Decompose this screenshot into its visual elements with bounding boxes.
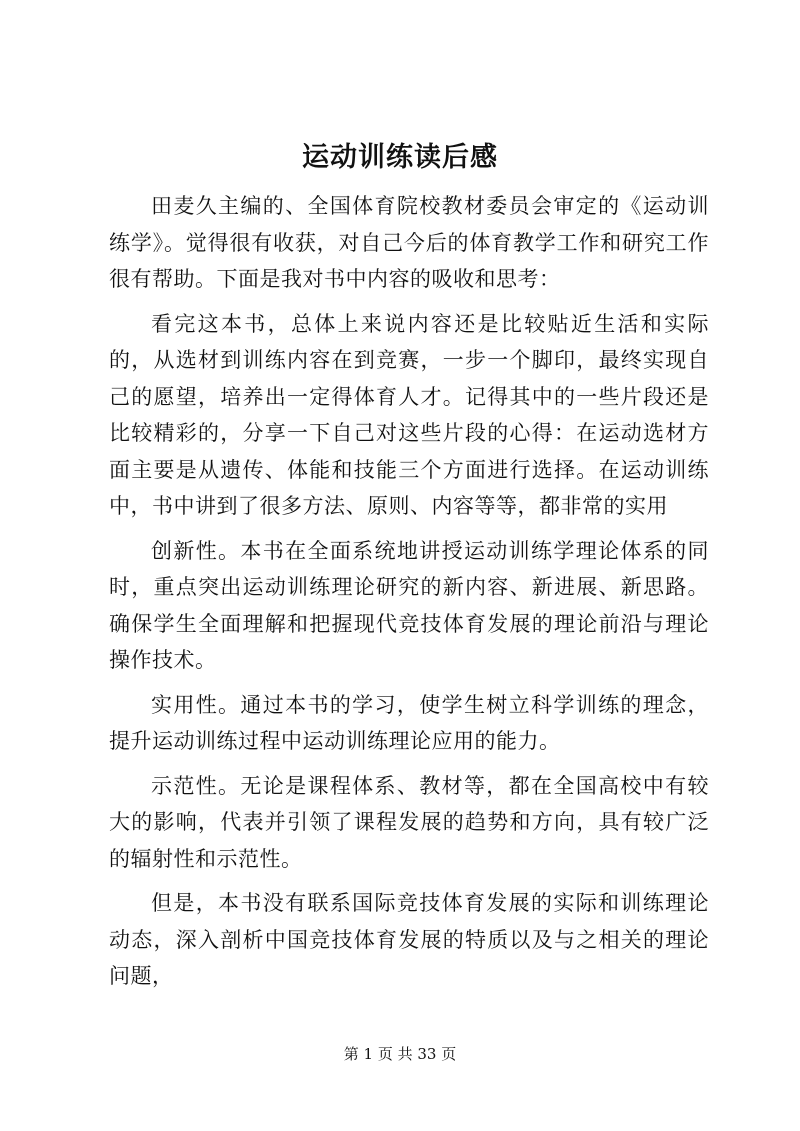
page-footer: 第 1 页 共 33 页	[343, 1045, 457, 1063]
document-title: 运动训练读后感	[302, 142, 498, 173]
paragraph-2: 看完这本书，总体上来说内容还是比较贴近生活和实际的，从选材到训练内容在到竞赛，一步一个脚印，最终实现自己的愿望，培养出一定得体育人才。记得其中的一些片段还是比较精彩的，分享一下自己对这些片段的心得：在运动选材方面主要是从遗传、体能和技能三个方面进行选择。在运动训练中，书中讲到了很多方法、原则、内容等等，都非常的实用	[109, 311, 709, 518]
paragraph-4: 实用性。通过本书的学习，使学生树立科学训练的理念，提升运动训练过程中运动训练理论应用的能力。	[109, 692, 709, 753]
paragraph-6: 但是，本书没有联系国际竞技体育发展的实际和训练理论动态，深入剖析中国竞技体育发展的特质以及与之相关的理论问题，	[109, 891, 709, 988]
paragraph-1: 田麦久主编的、全国体育院校教材委员会审定的《运动训练学》。觉得很有收获，对自己今后的体育教学工作和研究工作很有帮助。下面是我对书中内容的吸收和思考：	[109, 194, 709, 291]
paragraph-3: 创新性。本书在全面系统地讲授运动训练学理论体系的同时，重点突出运动训练理论研究的新内容、新进展、新思路。确保学生全面理解和把握现代竞技体育发展的理论前沿与理论操作技术。	[109, 538, 709, 672]
document-body	[109, 188, 709, 1003]
paragraph-5: 示范性。无论是课程体系、教材等，都在全国高校中有较大的影响，代表并引领了课程发展的趋势和方向，具有较广泛的辐射性和示范性。	[109, 773, 709, 871]
